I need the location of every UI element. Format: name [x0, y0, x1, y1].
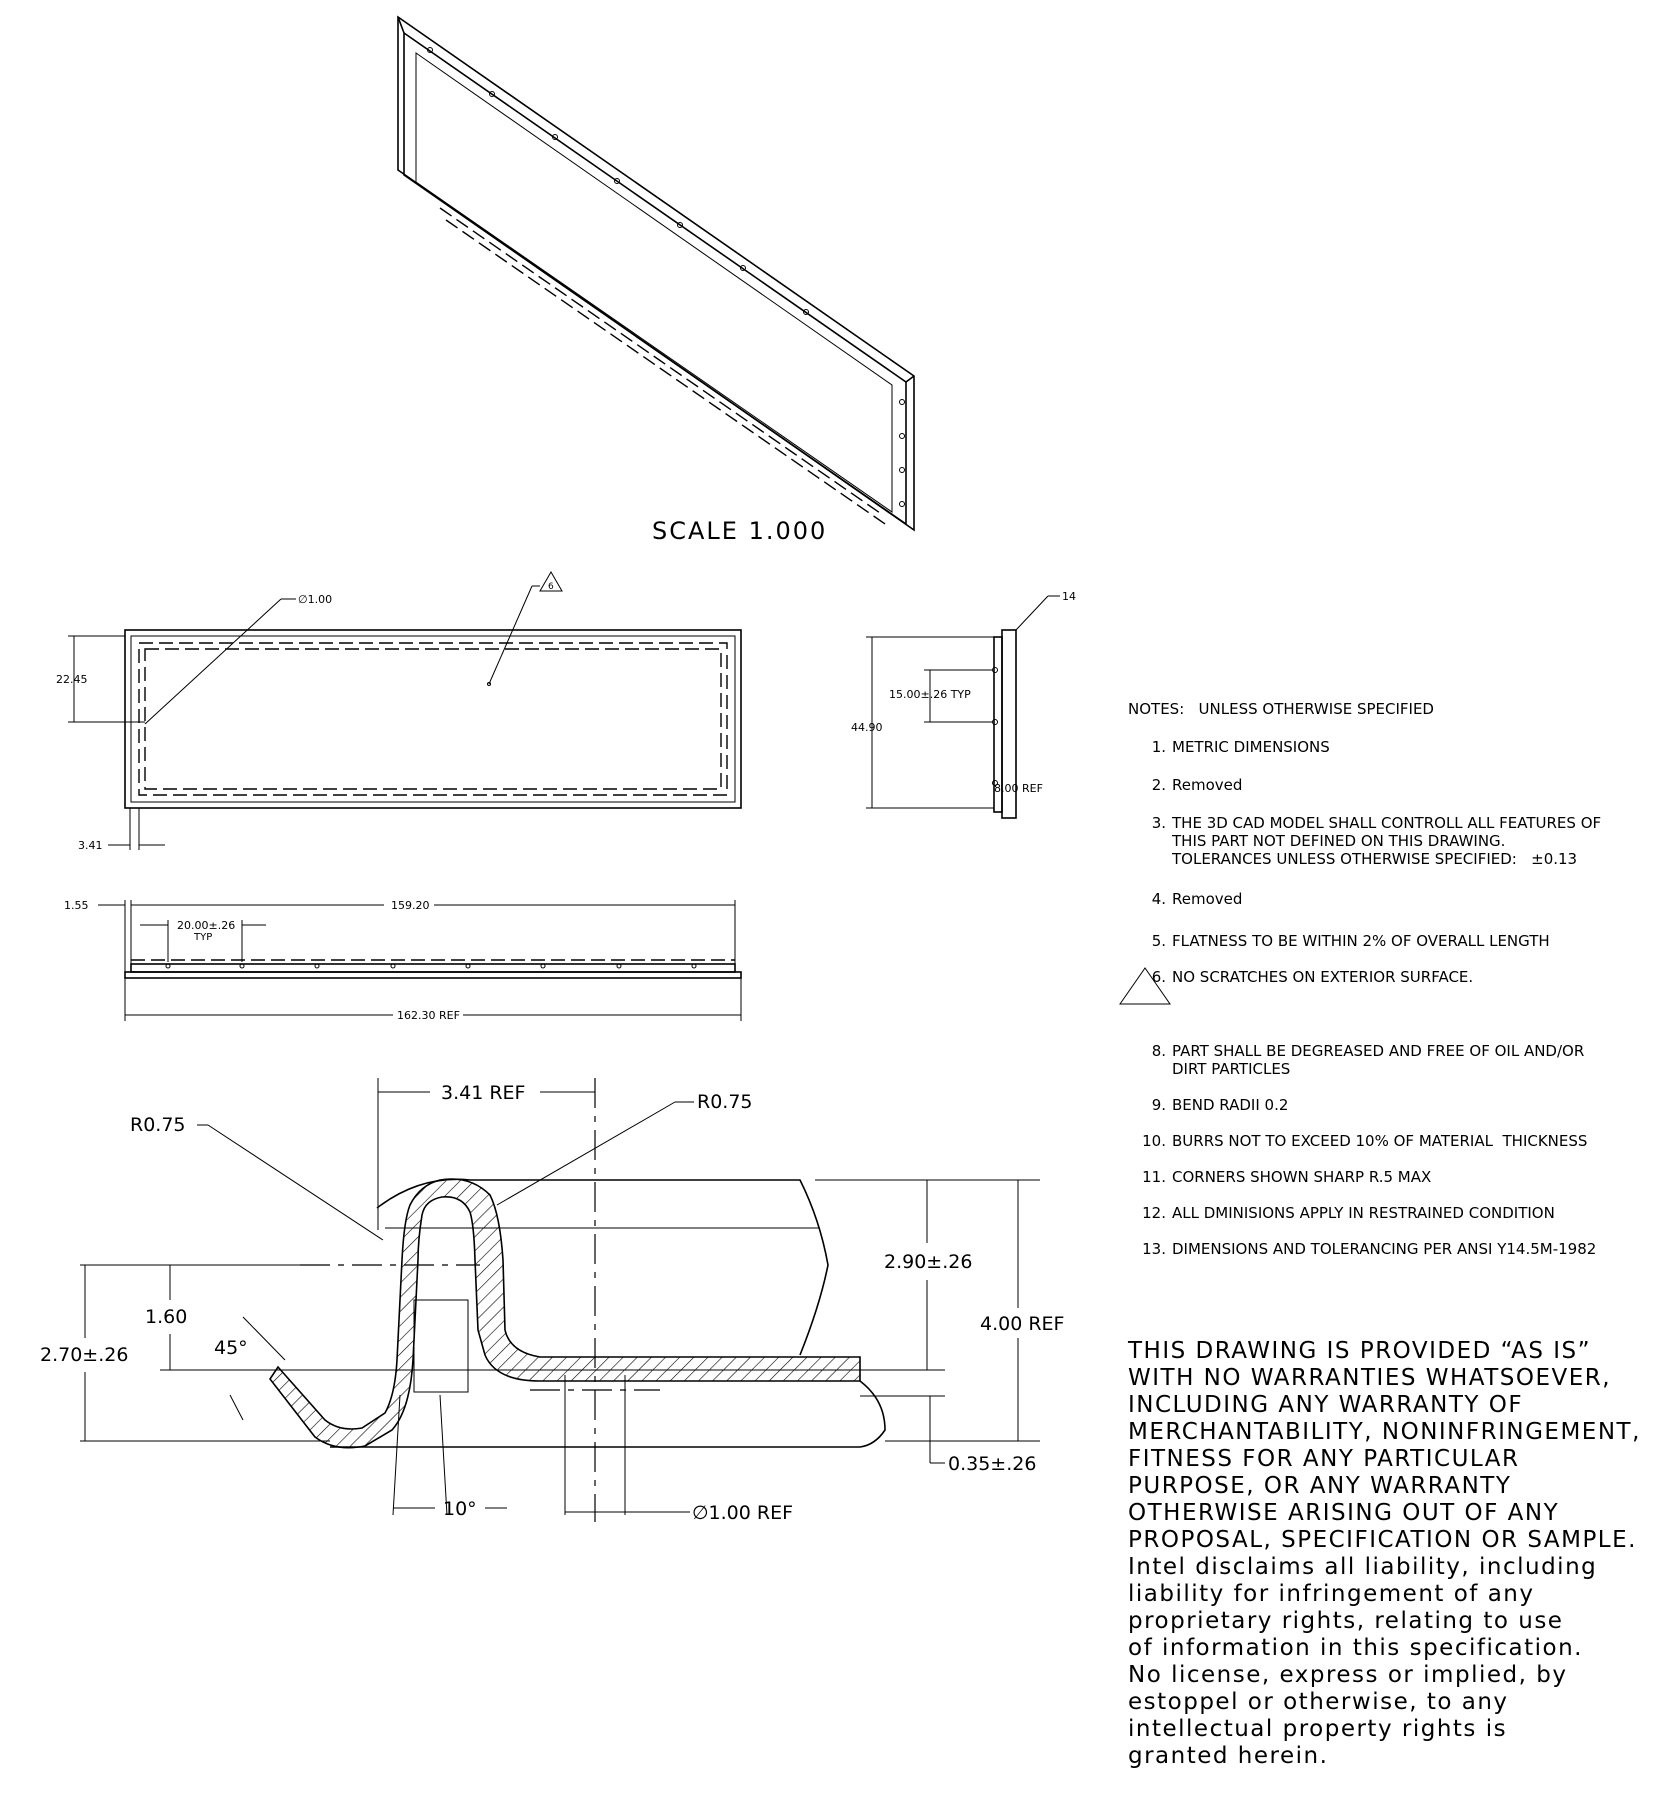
note-4: 4. Removed [1151, 890, 1243, 908]
section-height-290-label: 2.90±.26 [884, 1251, 973, 1273]
note-13: 13. DIMENSIONS AND TOLERANCING PER ANSI Y14.5M-1982 [1142, 1240, 1597, 1258]
front-hole-dia-label: ∅1.00 [298, 593, 333, 606]
side-thickness-label: 14 [1062, 590, 1076, 603]
front-surface-flag-num: 6 [548, 582, 554, 592]
section-radius-left-label: R0.75 [130, 1114, 186, 1136]
side-total-height-label: 44.90 [851, 721, 883, 734]
disclaimer-lower: Intel disclaims all liability, including liability for infringement of any proprietary rights, relating to use of information in this specification. No license, express or implied, by estoppel or otherwise, to any intellectual property rights is granted herein. [1128, 1554, 1598, 1769]
disclaimer-block [1128, 1338, 1658, 1770]
note-12: 12. ALL DMINISIONS APPLY IN RESTRAINED CONDITION [1142, 1204, 1555, 1222]
isometric-view [398, 17, 914, 545]
top-overall-length-label: 162.30 REF [397, 1009, 460, 1022]
note-9: 9. BEND RADII 0.2 [1151, 1096, 1289, 1114]
front-view [56, 572, 741, 852]
top-view [64, 899, 741, 1022]
section-top-width-label: 3.41 REF [441, 1082, 526, 1104]
note-8: 8. PART SHALL BE DEGREASED AND FREE OF OIL AND/OR DIRT PARTICLES [1151, 1042, 1585, 1078]
front-height-half-label: 22.45 [56, 673, 88, 686]
note-1: 1. METRIC DIMENSIONS [1151, 738, 1330, 756]
section-angle-45-label: 45° [214, 1337, 248, 1359]
notes-header: NOTES: UNLESS OTHERWISE SPECIFIED [1128, 700, 1434, 718]
section-height-160-label: 1.60 [145, 1306, 188, 1328]
note-11: 11. CORNERS SHOWN SHARP R.5 MAX [1142, 1168, 1432, 1186]
side-bottom-ref-label: 8.00 REF [994, 782, 1043, 795]
iso-mount-holes [428, 48, 905, 507]
section-hole-ref-label: ∅1.00 REF [692, 1502, 794, 1524]
section-radius-right-label: R0.75 [697, 1091, 753, 1113]
note-5: 5. FLATNESS TO BE WITHIN 2% OF OVERALL LENGTH [1151, 932, 1550, 950]
top-inner-length-label: 159.20 [391, 899, 430, 912]
note-3: 3. THE 3D CAD MODEL SHALL CONTROLL ALL FEATURES OF THIS PART NOT DEFINED ON THIS DRAWING. TOLERANCES UNLESS OTHERWISE SPECIFIED: ±0.13 [1151, 814, 1602, 868]
top-hole-pitch-typ: TYP [194, 932, 213, 943]
side-hole-pitch-label: 15.00±.26 TYP [889, 688, 971, 701]
section-height-270-label: 2.70±.26 [40, 1344, 129, 1366]
note-6: 6. NO SCRATCHES ON EXTERIOR SURFACE. [1151, 968, 1474, 986]
note-10: 10. BURRS NOT TO EXCEED 10% OF MATERIAL THICKNESS [1142, 1132, 1588, 1150]
section-height-400-label: 4.00 REF [980, 1313, 1065, 1335]
disclaimer-upper: THIS DRAWING IS PROVIDED “AS IS” WITH NO WARRANTIES WHATSOEVER, INCLUDING ANY WARRANTY OF MERCHANTABILITY, NONINFRINGEMENT, FITNESS FOR ANY PARTICULAR PURPOSE, OR ANY WARRANTY OTHERWISE ARISING OUT OF ANY PROPOSAL, SPECIFICATION OR SAMPLE. [1128, 1338, 1641, 1553]
scale-label: SCALE 1.000 [652, 517, 828, 545]
top-flange-label: 1.55 [64, 899, 89, 912]
front-edge-offset-label: 3.41 [78, 839, 103, 852]
section-draft-10-label: 10° [443, 1498, 477, 1520]
section-offset-035-label: 0.35±.26 [948, 1453, 1037, 1475]
note-2: 2. Removed [1151, 776, 1243, 794]
top-hole-pitch-label: 20.00±.26 [177, 919, 236, 932]
side-view [851, 590, 1076, 818]
section-detail [40, 1078, 1064, 1524]
